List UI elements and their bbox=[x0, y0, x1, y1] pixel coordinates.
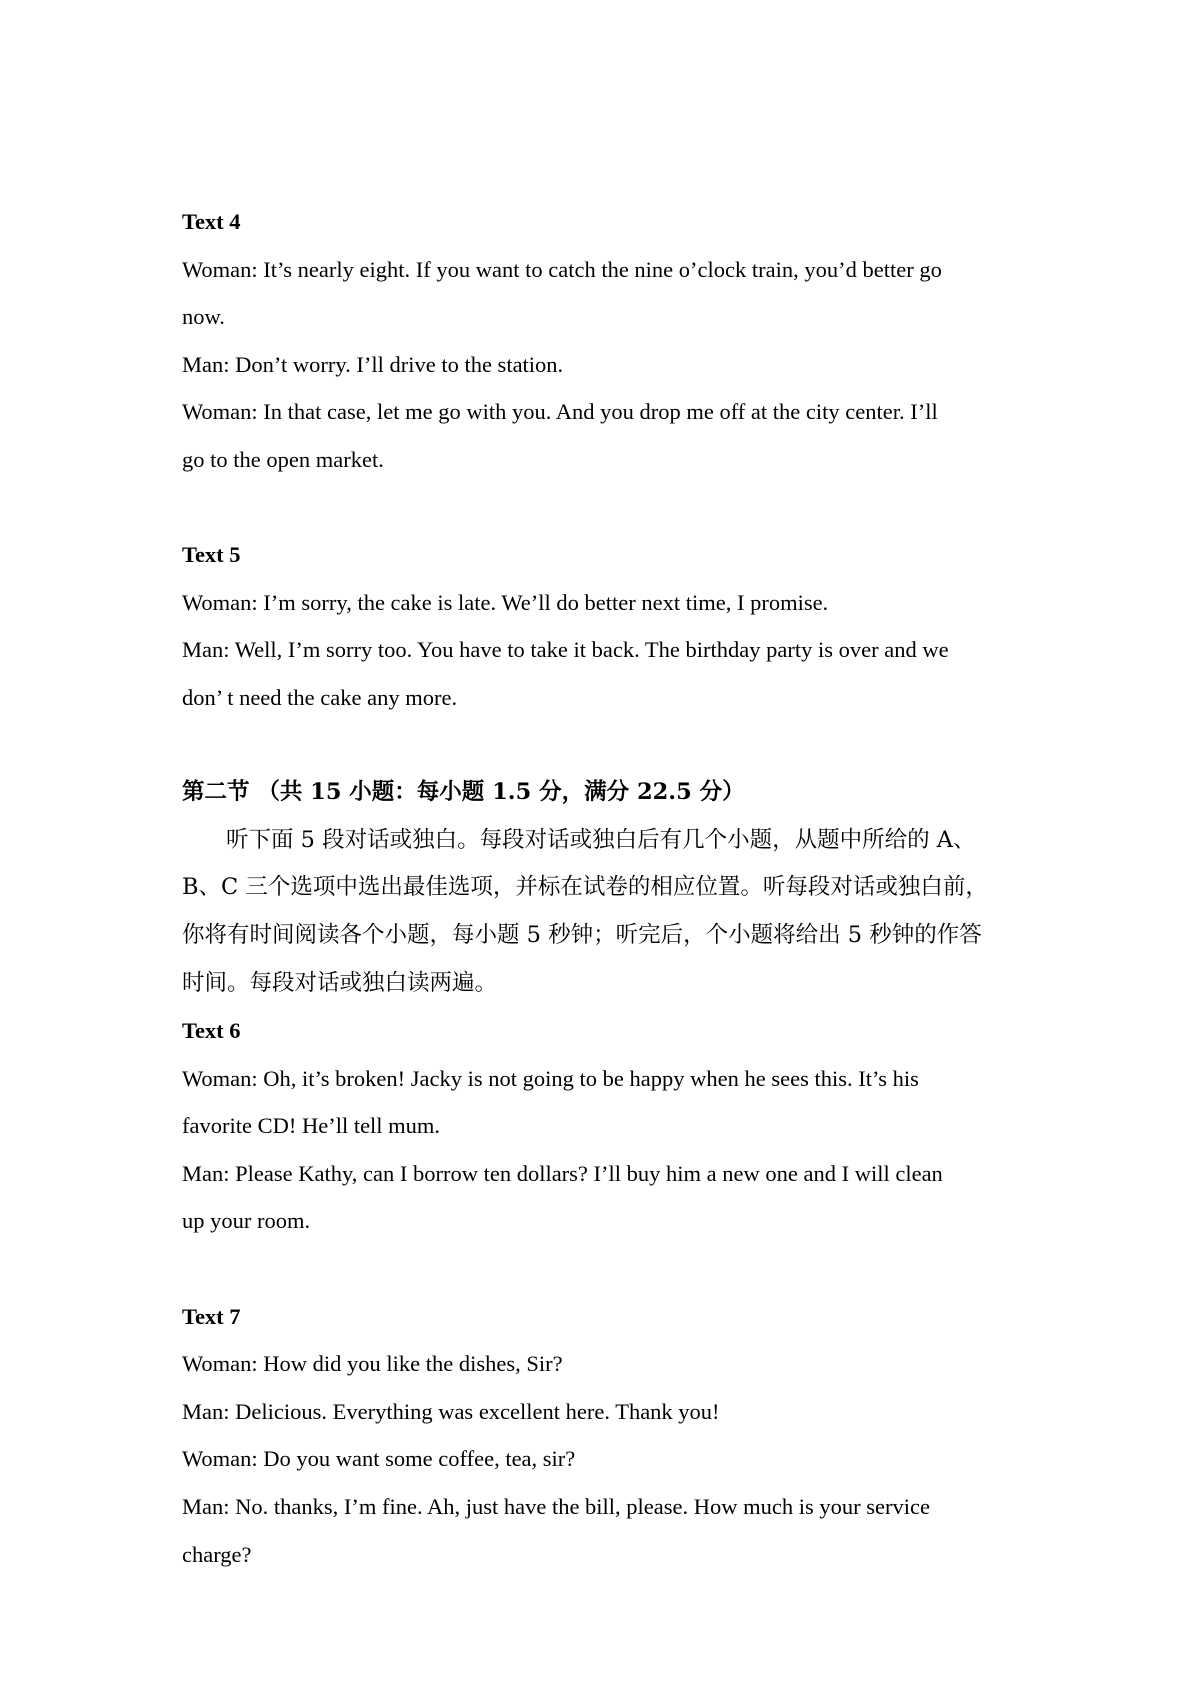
text4-title: Text 4 bbox=[182, 209, 241, 234]
spacer bbox=[182, 1245, 1042, 1293]
text4-line: now. bbox=[182, 304, 225, 330]
section2-instruction: B、C 三个选项中选出最佳选项，并标在试卷的相应位置。听每段对话或独白前， bbox=[182, 874, 988, 901]
text6-line: favorite CD! He’ll tell mum. bbox=[182, 1113, 441, 1139]
text7-line: Man: No. thanks, I’m fine. Ah, just have the bill, please. How much is your service bbox=[182, 1494, 930, 1520]
text5-line: Man: Well, I’m sorry too. You have to take it back. The birthday party is over and we bbox=[182, 637, 949, 663]
section2-heading: 第二节 （共 15 小题：每小题 1.5 分，满分 22.5 分） bbox=[182, 779, 745, 806]
text6-line: Man: Please Kathy, can I borrow ten dollars? I’ll buy him a new one and I will clean bbox=[182, 1160, 943, 1186]
text6-line: up your room. bbox=[182, 1208, 311, 1234]
text5-line: don’ t need the cake any more. bbox=[182, 684, 458, 710]
text6-title: Text 6 bbox=[182, 1018, 241, 1044]
spacer bbox=[182, 484, 1042, 532]
text4-line: Woman: In that case, let me go with you. And you drop me off at the city center. I’ll bbox=[182, 399, 938, 425]
text5-line: Woman: I’m sorry, the cake is late. We’ll do better next time, I promise. bbox=[182, 589, 829, 615]
section2-instruction: 听下面 5 段对话或独白。每段对话或独白后有几个小题，从题中所给的 A、 bbox=[226, 826, 976, 853]
text7-line: Woman: Do you want some coffee, tea, sir? bbox=[182, 1446, 576, 1472]
text4-line: go to the open market. bbox=[182, 446, 384, 472]
text4-line: Woman: It’s nearly eight. If you want to catch the nine o’clock train, you’d better go bbox=[182, 256, 942, 282]
text7-line: charge? bbox=[182, 1541, 252, 1567]
document-page bbox=[182, 198, 1042, 1578]
text7-line: Man: Delicious. Everything was excellent here. Thank you! bbox=[182, 1398, 720, 1424]
section2-instruction: 时间。每段对话或独白读两遍。 bbox=[182, 969, 498, 996]
spacer bbox=[182, 722, 1042, 770]
text7-line: Woman: How did you like the dishes, Sir? bbox=[182, 1351, 563, 1377]
text7-title: Text 7 bbox=[182, 1303, 241, 1329]
text5-title: Text 5 bbox=[182, 542, 241, 568]
text4-line: Man: Don’t worry. I’ll drive to the station. bbox=[182, 351, 564, 377]
text6-line: Woman: Oh, it’s broken! Jacky is not going to be happy when he sees this. It’s his bbox=[182, 1065, 919, 1091]
section2-instruction: 你将有时间阅读各个小题，每小题 5 秒钟；听完后，个小题将给出 5 秒钟的作答 bbox=[182, 921, 982, 948]
